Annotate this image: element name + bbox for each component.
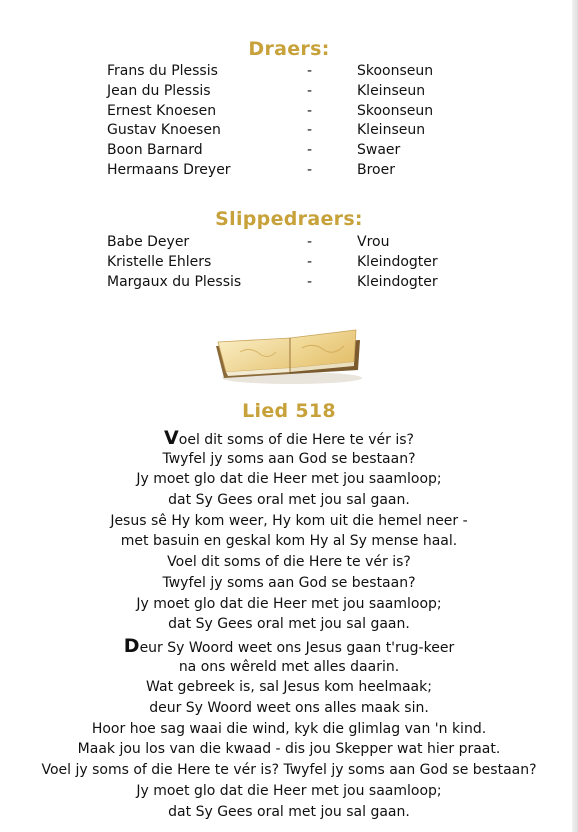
verse-line: Jy moet glo dat die Heer met jou saamloop;	[136, 782, 442, 799]
verse-line	[0, 636, 578, 657]
verse-initial: D	[123, 635, 140, 657]
verse-line: Jy moet glo dat die Heer met jou saamloop;	[136, 595, 442, 612]
bearer-name: Hermaans Dreyer	[107, 161, 231, 178]
bearer-row	[107, 102, 487, 122]
verse-line: deur Sy Woord weet ons alles maak sin.	[149, 700, 429, 717]
bearer-dash: -	[307, 273, 313, 290]
bearer-name: Jean du Plessis	[107, 82, 211, 99]
bearer-row	[107, 273, 487, 293]
bearer-relation: Skoonseun	[357, 102, 434, 119]
verse-line-text: eur Sy Woord weet ons Jesus gaan t'rug-keer	[139, 640, 455, 656]
verse-line: Voel jy soms of die Here te vér is? Twyfel jy soms aan God se bestaan?	[41, 762, 537, 779]
hymn-verse-2	[0, 636, 578, 822]
bearer-name: Ernest Knoesen	[107, 102, 217, 119]
heading-hymn: Lied 518	[242, 400, 336, 422]
bearer-relation: Skoonseun	[357, 63, 434, 79]
bearer-dash: -	[307, 161, 313, 178]
bearer-name: Margaux du Plessis	[107, 273, 242, 290]
bearer-row	[107, 253, 487, 273]
bearer-relation: Vrou	[357, 234, 390, 250]
verse-initial: V	[164, 427, 179, 449]
verse-line: Jesus sê Hy kom weer, Hy kom uit die hemel neer -	[110, 512, 468, 529]
heading-slippedraers: Slippedraers:	[215, 208, 363, 230]
bearer-relation: Swaer	[357, 142, 401, 159]
bearer-name: Gustav Knoesen	[107, 122, 221, 139]
bearer-row	[107, 121, 487, 141]
verse-line: Twyfel jy soms aan God se bestaan?	[162, 450, 416, 467]
bearer-dash: -	[307, 234, 313, 250]
verse-line: Voel dit soms of die Here te vér is?	[167, 554, 411, 571]
verse-line: Hoor hoe sag waai die wind, kyk die glimlag van 'n kind.	[91, 720, 487, 737]
hymn-verse-1	[0, 428, 578, 635]
verse-line: na ons wêreld met alles daarin.	[178, 658, 400, 675]
bearer-relation: Kleindogter	[357, 253, 438, 270]
verse-line: Wat gebreek is, sal Jesus kom heelmaak;	[146, 679, 432, 696]
bearer-dash: -	[307, 122, 313, 139]
bearer-row	[107, 161, 487, 181]
verse-line: dat Sy Gees oral met jou sal gaan.	[168, 492, 410, 509]
bearer-dash: -	[307, 253, 313, 270]
bearer-dash: -	[307, 82, 313, 99]
verse-line: Twyfel jy soms aan God se bestaan?	[162, 574, 416, 591]
slippedraers-table	[107, 233, 487, 292]
draers-table	[107, 62, 487, 181]
verse-line: dat Sy Gees oral met jou sal gaan.	[168, 616, 410, 633]
bearer-dash: -	[307, 63, 313, 79]
bearer-name: Frans du Plessis	[107, 63, 218, 79]
bearer-dash: -	[307, 142, 313, 159]
bearer-relation: Kleinseun	[357, 82, 426, 99]
bearer-row	[107, 233, 487, 253]
verse-line-text: oel dit soms of die Here te vér is?	[178, 432, 414, 448]
bearer-name: Boon Barnard	[107, 142, 203, 159]
bearer-row	[107, 82, 487, 102]
bearer-row	[107, 141, 487, 161]
bearer-row	[107, 62, 487, 82]
bearer-relation: Kleindogter	[357, 273, 438, 290]
bearer-name: Babe Deyer	[107, 234, 190, 250]
bearer-relation: Broer	[357, 161, 395, 178]
verse-line: Maak jou los van die kwaad - dis jou Skepper wat hier praat.	[77, 741, 501, 758]
bearer-relation: Kleinseun	[357, 122, 426, 139]
verse-line: Jy moet glo dat die Heer met jou saamloop;	[136, 471, 442, 488]
bearer-name: Kristelle Ehlers	[107, 253, 212, 270]
verse-line: met basuin en geskal kom Hy al Sy mense haal.	[120, 533, 458, 550]
verse-line	[0, 428, 578, 449]
verse-line: dat Sy Gees oral met jou sal gaan.	[168, 803, 410, 820]
bearer-dash: -	[307, 102, 313, 119]
heading-draers: Draers:	[248, 38, 330, 60]
open-bible-icon	[210, 322, 366, 386]
